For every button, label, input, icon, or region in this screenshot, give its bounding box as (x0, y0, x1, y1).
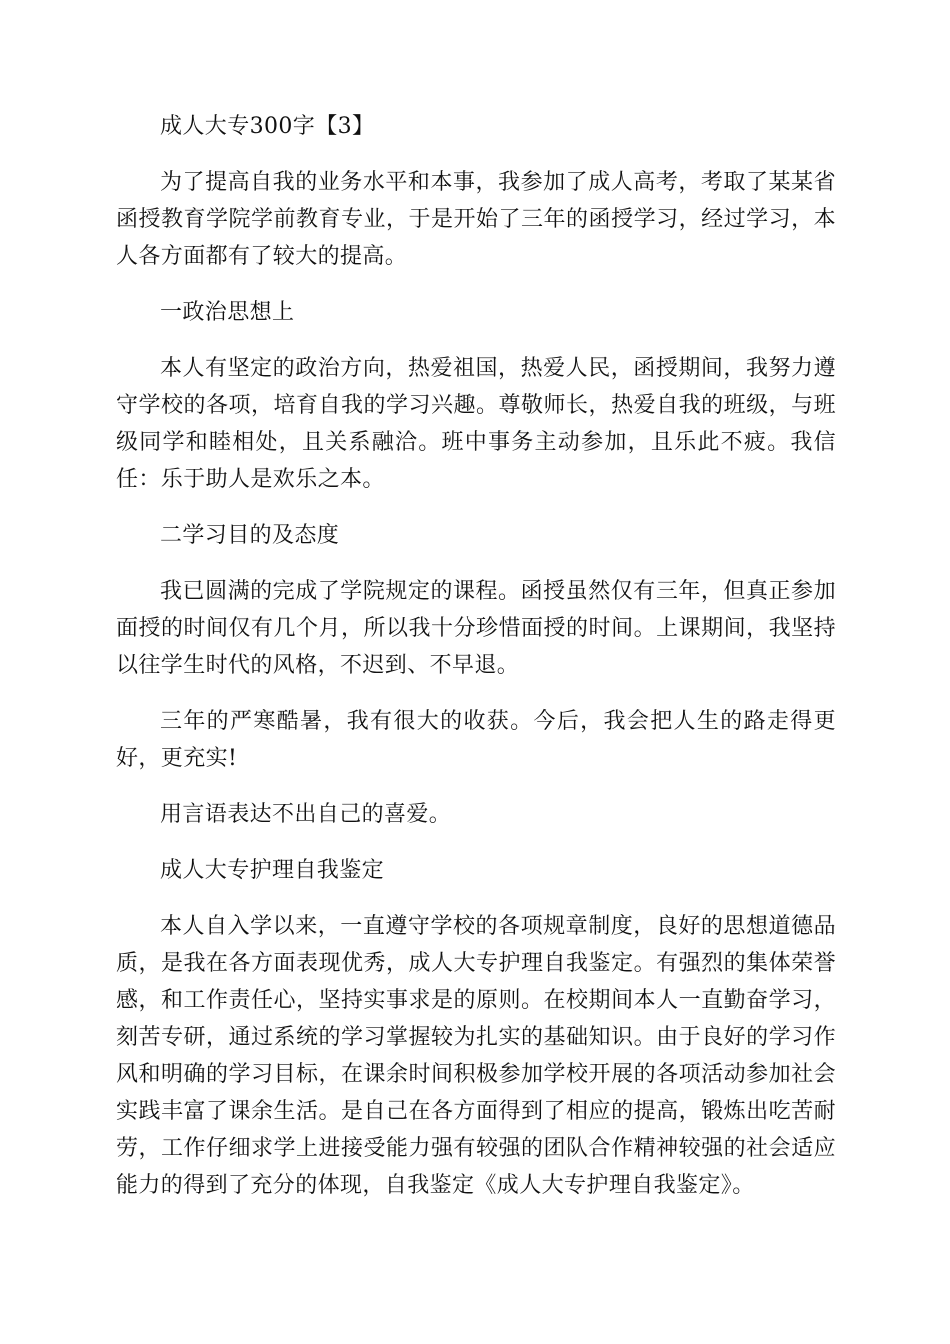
body-paragraph: 为了提高自我的业务水平和本事，我参加了成人高考，考取了某某省函授教育学院学前教育专业，于是开始了三年的函授学习，经过学习，本人各方面都有了较大的提高。 (116, 170, 836, 269)
document-body (116, 108, 836, 1223)
body-paragraph: 我已圆满的完成了学院规定的课程。函授虽然仅有三年，但真正参加面授的时间仅有几个月，所以我十分珍惜面授的时间。上课期间，我坚持以往学生时代的风格，不迟到、不早退。 (116, 579, 836, 678)
section-heading: 成人大专300字【3】 (160, 114, 375, 139)
body-paragraph: 本人有坚定的政治方向，热爱祖国，热爱人民，函授期间，我努力遵守学校的各项，培育自我的学习兴趣。尊敬师长，热爱自我的班级，与班级同学和睦相处，且关系融洽。班中事务主动参加，且乐此不疲。我信任：乐于助人是欢乐之本。 (116, 356, 836, 492)
body-paragraph: 用言语表达不出自己的喜爱。 (160, 802, 452, 827)
section-heading: 一政治思想上 (160, 300, 295, 325)
body-paragraph: 三年的严寒酷暑，我有很大的收获。今后，我会把人生的路走得更好，更充实! (116, 709, 836, 771)
section-heading: 成人大专护理自我鉴定 (160, 858, 385, 883)
section-heading: 二学习目的及态度 (160, 523, 340, 548)
body-paragraph: 本人自入学以来，一直遵守学校的各项规章制度，良好的思想道德品质，是我在各方面表现优秀，成人大专护理自我鉴定。有强烈的集体荣誉感，和工作责任心，坚持实事求是的原则。在校期间本人一直勤奋学习，刻苦专研，通过系统的学习掌握较为扎实的基础知识。由于良好的学习作风和明确的学习目标，在课余时间积极参加学校开展的各项活动参加社会实践丰富了课余生活。是自己在各方面得到了相应的提高，锻炼出吃苦耐劳，工作仔细求学上进接受能力强有较强的团队合作精神较强的社会适应能力的得到了充分的体现，自我鉴定《成人大专护理自我鉴定》。 (116, 914, 836, 1198)
